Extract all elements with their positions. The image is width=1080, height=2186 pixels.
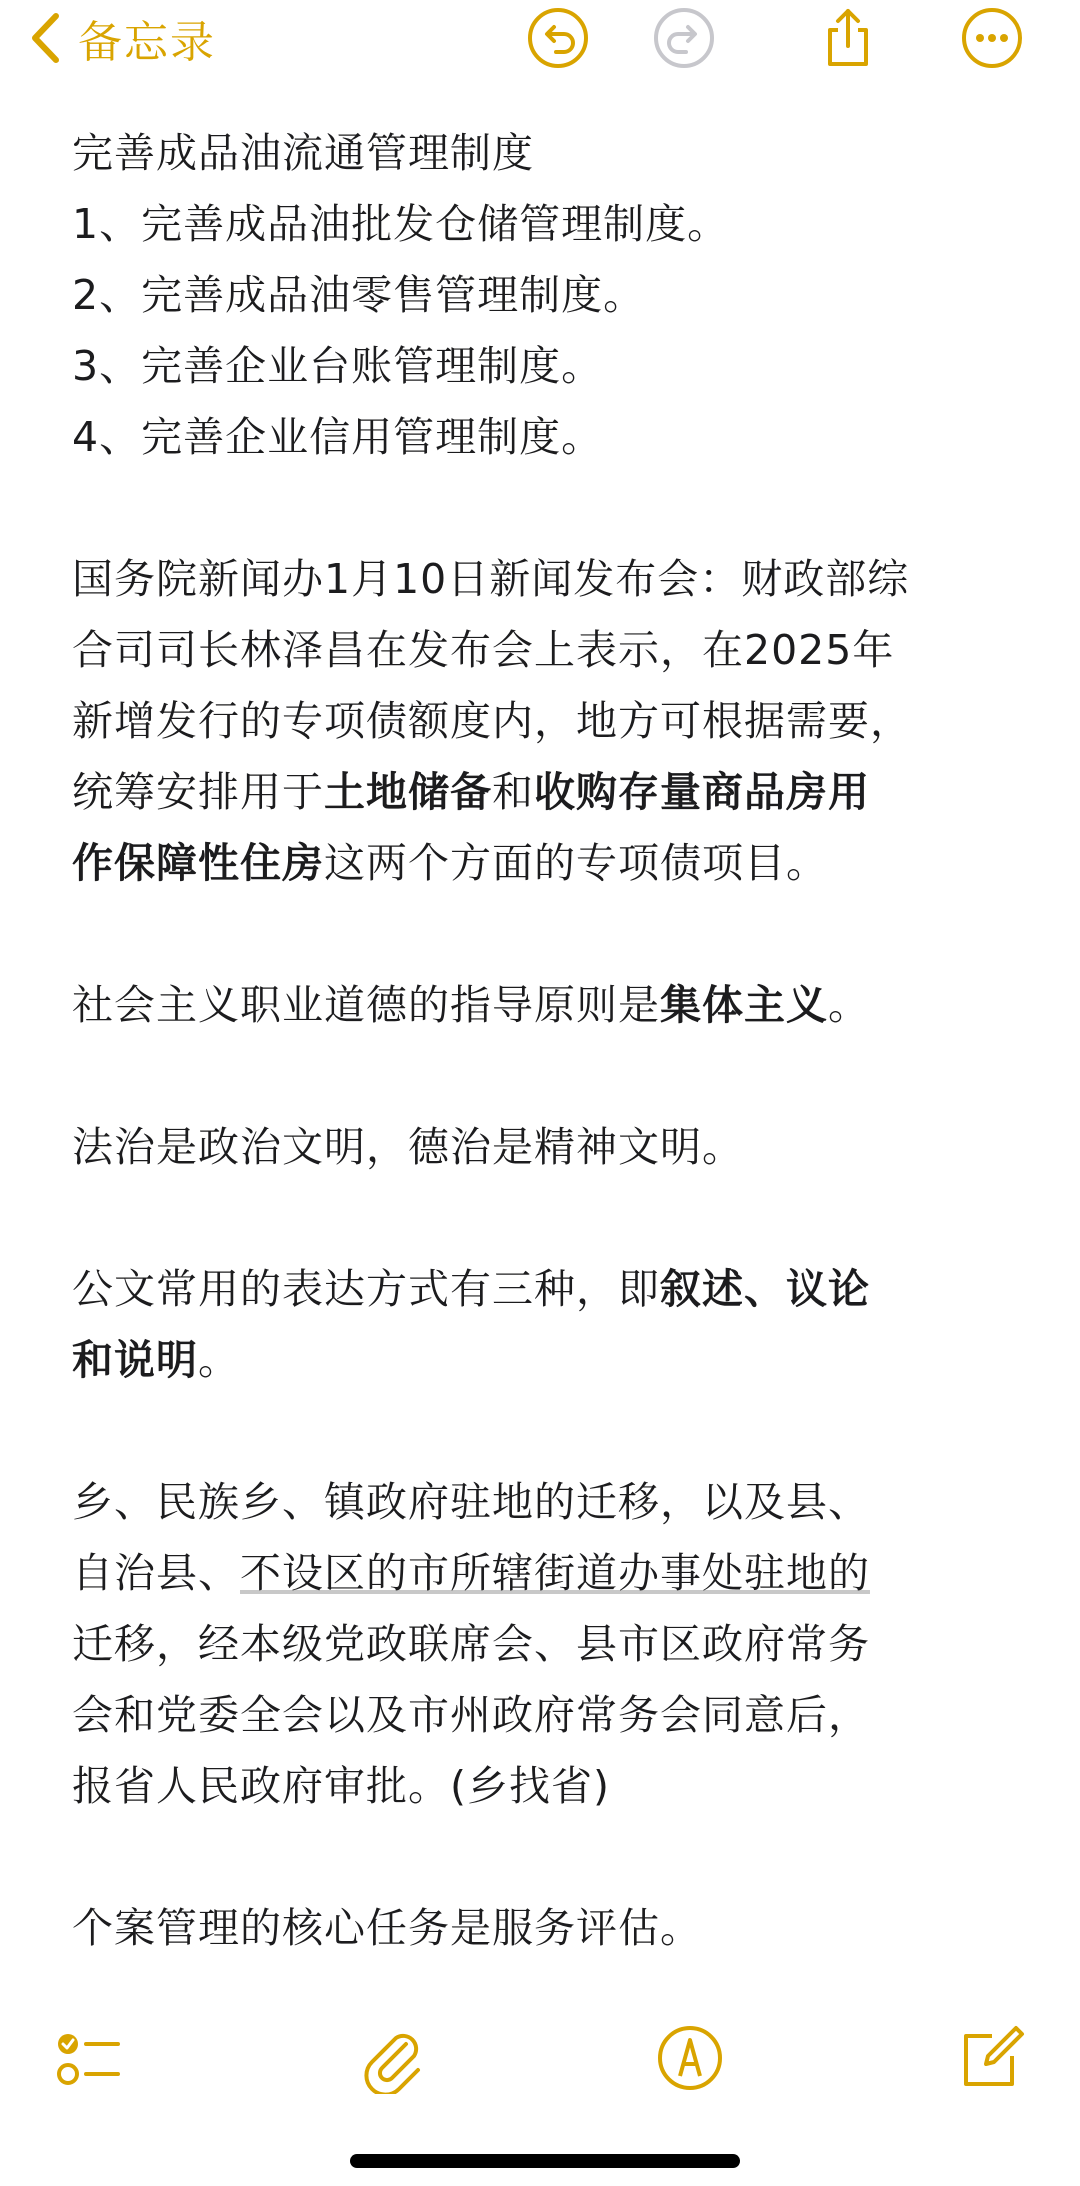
more-icon <box>960 6 1024 70</box>
share-button[interactable] <box>816 6 880 70</box>
paragraph-line: 报省人民政府审批。(乡找省) <box>72 1762 610 1810</box>
paragraph-line: 国务院新闻办1月10日新闻发布会：财政部综 <box>72 555 910 603</box>
back-button[interactable] <box>28 6 216 70</box>
paragraph-line <box>72 1538 1032 1609</box>
text-span: 自治县、 <box>72 1549 240 1597</box>
text-span: 这两个方面的专项债项目。 <box>324 839 828 887</box>
text-span: 社会主义职业道德的指导原则是 <box>72 981 660 1029</box>
note-heading: 完善成品油流通管理制度 <box>72 129 534 177</box>
paragraph-gap <box>72 1041 1032 1112</box>
paragraph-line <box>72 828 1032 899</box>
paragraph-line: 乡、民族乡、镇政府驻地的迁移，以及县、 <box>72 1478 870 1526</box>
paragraph-line: 法治是政治文明，德治是精神文明。 <box>72 1123 744 1171</box>
bold-text: 土地储备 <box>324 768 492 816</box>
paragraph-gap <box>72 473 1032 544</box>
more-button[interactable] <box>960 6 1024 70</box>
undo-icon <box>526 6 590 70</box>
paragraph-line: 新增发行的专项债额度内，地方可根据需要， <box>72 697 912 745</box>
markup-button[interactable] <box>654 2022 726 2094</box>
paragraph-line: 迁移，经本级党政联席会、县市区政府常务 <box>72 1620 870 1668</box>
paragraph-line: 合司司长林泽昌在发布会上表示，在2025年 <box>72 626 895 674</box>
note-body[interactable] <box>72 118 1032 1964</box>
bold-text: 集体主义 <box>660 981 828 1029</box>
compose-icon <box>954 2022 1026 2094</box>
paragraph-gap <box>72 899 1032 970</box>
home-indicator[interactable] <box>350 2154 740 2168</box>
list-item: 3、完善企业台账管理制度。 <box>72 342 604 390</box>
attachment-button[interactable] <box>356 2022 428 2094</box>
paragraph-gap <box>72 1183 1032 1254</box>
checklist-button[interactable] <box>52 2022 124 2094</box>
back-label: 备忘录 <box>78 17 216 68</box>
bold-text: 叙述、议论 <box>660 1265 870 1313</box>
paragraph-line: 会和党委全会以及市州政府常务会同意后， <box>72 1691 870 1739</box>
share-icon <box>816 6 880 70</box>
compose-button[interactable] <box>954 2022 1026 2094</box>
text-span: 。 <box>198 1336 240 1384</box>
paragraph-line <box>72 970 1032 1041</box>
paragraph-line <box>72 757 1032 828</box>
paragraph-gap <box>72 1396 1032 1467</box>
list-item: 1、完善成品油批发仓储管理制度。 <box>72 200 730 248</box>
markup-icon <box>654 2022 726 2094</box>
text-span: 和 <box>492 768 534 816</box>
underlined-text: 不设区的市所辖街道办事处驻地的 <box>240 1549 870 1597</box>
paragraph-line <box>72 1254 1032 1325</box>
chevron-left-icon <box>28 11 62 65</box>
text-span: 公文常用的表达方式有三种，即 <box>72 1265 660 1313</box>
text-span: 。 <box>828 981 870 1029</box>
list-item: 2、完善成品油零售管理制度。 <box>72 271 646 319</box>
paragraph-line <box>72 1325 1032 1396</box>
undo-button[interactable] <box>526 6 590 70</box>
navigation-bar <box>0 0 1080 80</box>
bottom-toolbar <box>0 2010 1080 2110</box>
bold-text: 收购存量商品房用 <box>534 768 870 816</box>
checklist-icon <box>52 2022 124 2094</box>
redo-icon <box>652 6 716 70</box>
text-span: 统筹安排用于 <box>72 768 324 816</box>
redo-button[interactable] <box>652 6 716 70</box>
paragraph-gap <box>72 1822 1032 1893</box>
bold-text: 作保障性住房 <box>72 839 324 887</box>
bold-text: 和说明 <box>72 1336 198 1384</box>
list-item: 4、完善企业信用管理制度。 <box>72 413 604 461</box>
attachment-icon <box>356 2022 428 2094</box>
paragraph-line: 个案管理的核心任务是服务评估。 <box>72 1904 702 1952</box>
